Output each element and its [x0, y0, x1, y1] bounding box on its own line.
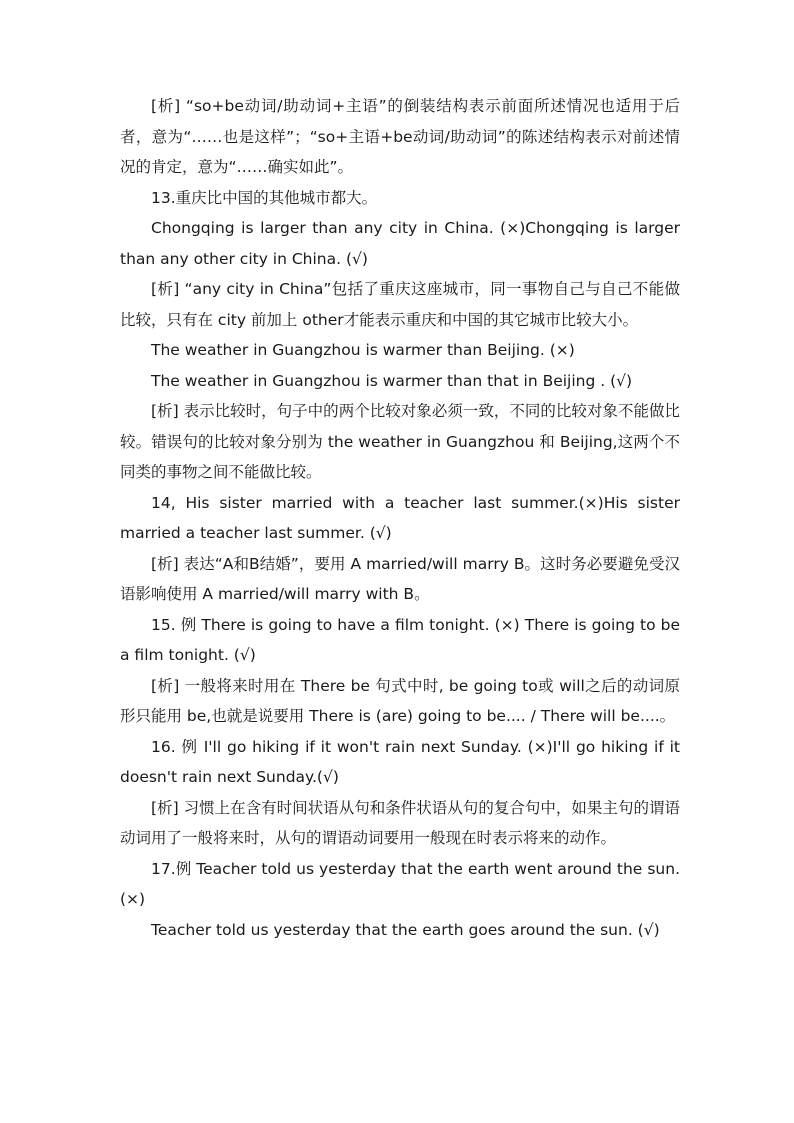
analysis-any-city: [析] “any city in China”包括了重庆这座城市，同一事物自己与自己不能做比较，只有在 city 前加上 other才能表示重庆和中国的其它城市比较大小。 [120, 280, 680, 329]
item-13-example: Chongqing is larger than any city in China. (×)Chongqing is larger than any other city in China. (√) [120, 219, 680, 268]
item-14-example: 14, His sister married with a teacher last summer.(×)His sister married a teacher last summer. (√) [120, 493, 680, 542]
item-17-example-wrong: 17.例 Teacher told us yesterday that the earth went around the sun. (×) [120, 859, 680, 908]
analysis-marry: [析] 表达“A和B结婚”，要用 A married/will marry B。这时务必要避免受汉语影响使用 A married/will marry with B。 [120, 554, 680, 603]
item-16-example: 16. 例 I'll go hiking if it won't rain next Sunday. (×)I'll go hiking if it doesn't rain next Sunday.(√) [120, 737, 680, 786]
document-page [120, 91, 680, 945]
item-17-example-right: Teacher told us yesterday that the earth goes around the sun. (√) [151, 920, 660, 939]
analysis-there-be: [析] 一般将来时用在 There be 句式中时, be going to或 will之后的动词原形只能用 be,也就是说要用 There is (are) going to be.... / There will be....。 [120, 676, 680, 725]
analysis-so-inversion: [析] “so+be动词/助动词+主语”的倒装结构表示前面所述情况也适用于后者，意为“……也是这样”；“so+主语+be动词/助动词”的陈述结构表示对前述情况的肯定，意为“……确实如此”。 [120, 97, 680, 176]
weather-example-right: The weather in Guangzhou is warmer than that in Beijing . (√) [151, 371, 633, 390]
analysis-clause-tense: [析] 习惯上在含有时间状语从句和条件状语从句的复合句中，如果主句的谓语动词用了一般将来时，从句的谓语动词要用一般现在时表示将来的动作。 [120, 798, 680, 847]
analysis-comparison: [析] 表示比较时，句子中的两个比较对象必须一致，不同的比较对象不能做比较。错误句的比较对象分别为 the weather in Guangzhou 和 Beijing,这两个不同类的事物之间不能做比较。 [120, 402, 680, 481]
item-15-example: 15. 例 There is going to have a film tonight. (×) There is going to be a film tonight. (√) [120, 615, 680, 664]
item-13-heading: 13.重庆比中国的其他城市都大。 [151, 188, 378, 207]
weather-example-wrong: The weather in Guangzhou is warmer than Beijing. (×) [151, 341, 575, 359]
